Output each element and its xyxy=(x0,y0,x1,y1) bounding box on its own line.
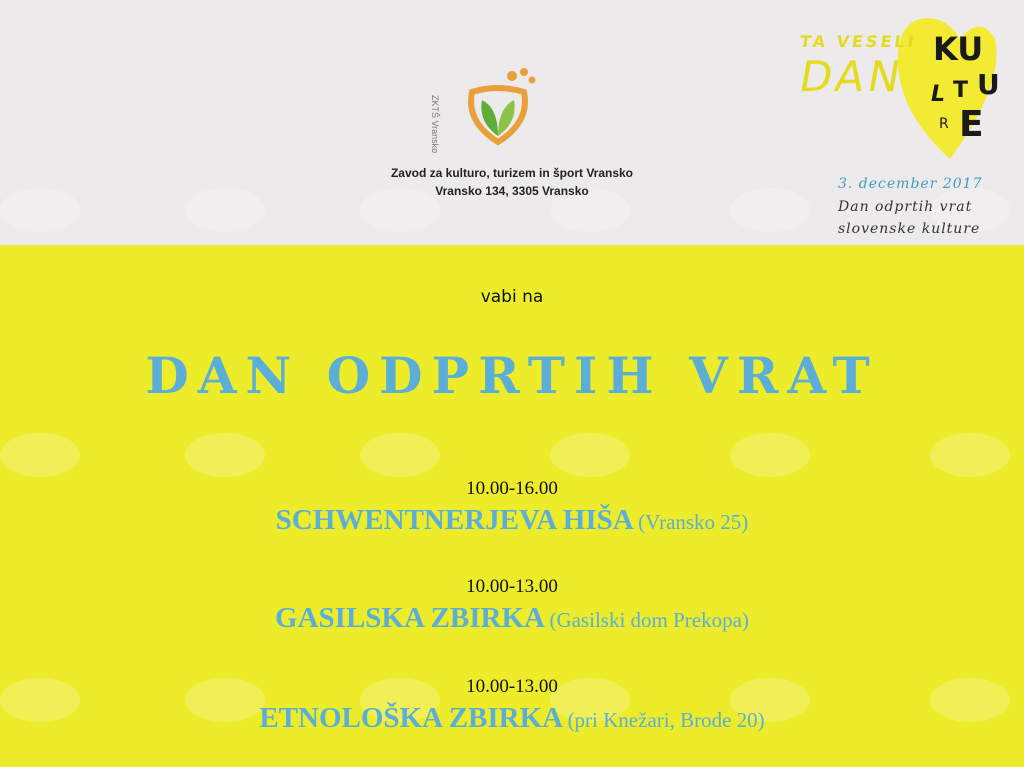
badge-date: 3. december 2017 xyxy=(838,176,983,192)
event-place: GASILSKA ZBIRKA xyxy=(275,602,545,634)
organization-logo-text: ZKTŠ Vransko xyxy=(430,95,440,154)
organization-name: Zavod za kulturo, turizem in šport Vransko xyxy=(390,166,634,180)
kulture-letter: E xyxy=(959,104,984,145)
event-address: (Gasilski dom Prekopa) xyxy=(549,608,749,632)
organization-logo xyxy=(452,62,542,152)
badge-subtitle-1: Dan odprtih vrat xyxy=(838,199,973,215)
kulture-letter: T xyxy=(953,78,969,103)
event-time: 10.00-13.00 xyxy=(466,576,558,597)
event-location xyxy=(0,602,1024,635)
invite-text: vabi na xyxy=(480,287,544,307)
event-time: 10.00-16.00 xyxy=(466,478,558,499)
kulture-letter: R xyxy=(939,116,949,132)
event-location xyxy=(0,504,1024,537)
kulture-lettering xyxy=(895,24,1015,144)
event-location xyxy=(0,702,1024,735)
event-item xyxy=(0,676,1024,735)
badge-line1: TA VESELI xyxy=(798,32,918,51)
event-item xyxy=(0,576,1024,635)
kulture-letter: L xyxy=(931,82,946,107)
organization-address: Vransko 134, 3305 Vransko xyxy=(435,184,589,198)
event-place: ETNOLOŠKA ZBIRKA xyxy=(259,702,564,734)
event-place: SCHWENTNERJEVA HIŠA xyxy=(275,504,634,536)
kulture-letter: U xyxy=(977,68,1000,101)
badge-line2-dan: DAN xyxy=(795,52,909,101)
kulture-letter: KU xyxy=(933,30,984,68)
event-item xyxy=(0,478,1024,537)
event-address: (pri Knežari, Brode 20) xyxy=(567,708,765,732)
event-address: (Vransko 25) xyxy=(638,510,749,534)
headline: DAN ODPRTIH VRAT xyxy=(145,346,879,405)
event-time: 10.00-13.00 xyxy=(466,676,558,697)
badge-subtitle-2: slovenske kulture xyxy=(838,221,981,237)
